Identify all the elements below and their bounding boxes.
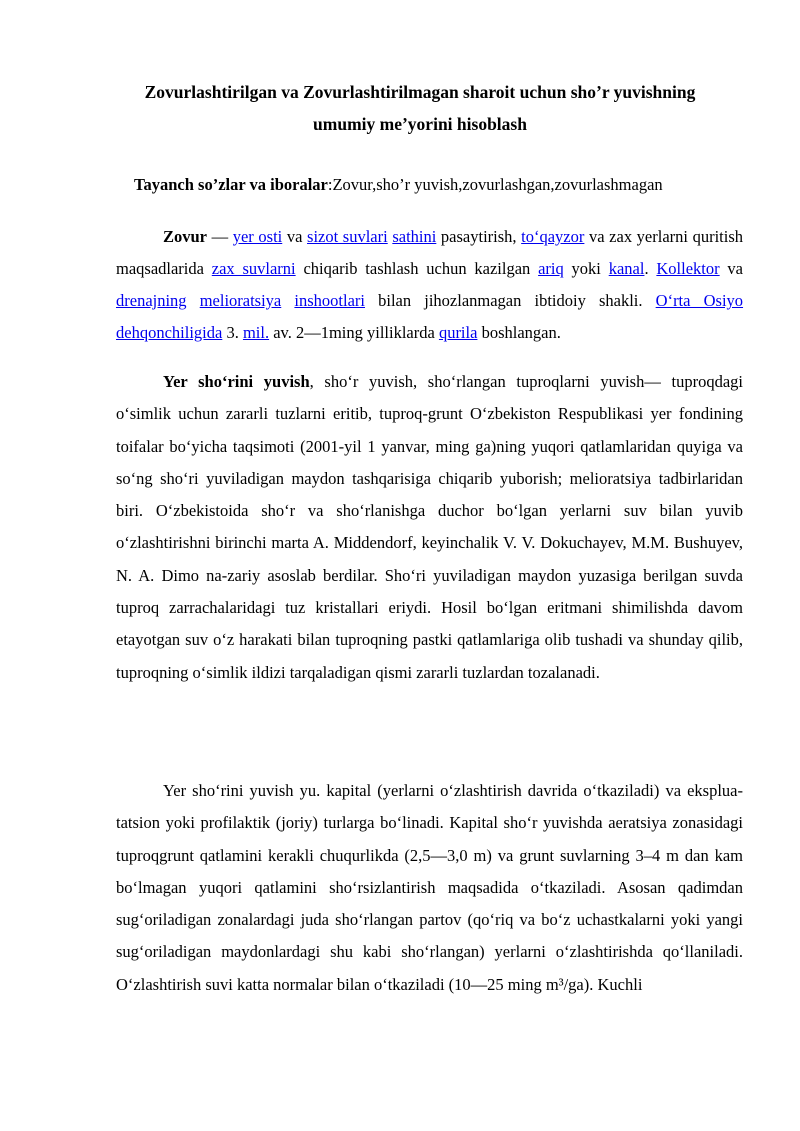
keywords-line <box>134 172 774 198</box>
link-kollektor[interactable]: Kollektor <box>656 259 720 278</box>
link-ariq[interactable]: ariq <box>538 259 564 278</box>
paragraph-yuvish-turlari <box>116 775 743 1001</box>
link-toqayzor[interactable]: toʻqayzor <box>521 227 585 246</box>
link-zax-suvlarni[interactable]: zax suvlarni <box>211 259 296 278</box>
keywords-label: Tayanch so’zlar va iboralar <box>134 175 328 194</box>
link-sathini[interactable]: sathini <box>392 227 437 246</box>
link-inshootlari[interactable]: inshootlari <box>294 291 365 310</box>
title-line-2: umumiy me’yorini hisoblash <box>313 114 527 134</box>
keywords-text: :Zovur,sho’r yuvish,zovurlashgan,zovurlashmagan <box>327 175 663 194</box>
link-qurila[interactable]: qurila <box>438 323 478 342</box>
link-dehqonchiligida[interactable]: dehqonchiligida <box>116 323 223 342</box>
term-zovur: Zovur <box>163 227 208 246</box>
paragraph-yer-shorini-yuvish <box>116 366 743 689</box>
link-orta-osiyo[interactable]: Oʻrta Osiyo <box>655 291 744 310</box>
link-melioratsiya[interactable]: melioratsiya <box>199 291 282 310</box>
document-title <box>100 76 740 140</box>
link-kanal[interactable]: kanal <box>608 259 645 278</box>
paragraph-3-text: Yer shoʻrini yuvish yu. kapital (yerlarni oʻzlashtirish davrida oʻtkaziladi) va eksplua-tatsion yoki profilaktik (joriy) turlarga boʻlinadi. Kapital shoʻr yuvishda aeratsiya zonasidagi tuproqgrunt qatlamini kerakli chuqurlikda (2,5—3,0 m) va grunt suvlarning 3–4 m dan kam boʻlmagan yuqori qatlamini shoʻrsizlantirish maqsadida oʻtkaziladi. Asosan qadimdan sugʻoriladigan zonalardagi juda shoʻrlangan partov (qoʻriq va boʻz uchastkalarni yoki yangi sugʻoriladigan maydonlardagi shu kabi shoʻrlangan) yerlarni oʻzlashtirishda qoʻllaniladi. Oʻzlashtirish suvi katta normalar bilan oʻtkaziladi (10—25 ming m³/ga). Kuchli <box>116 781 743 994</box>
link-yer-osti[interactable]: yer osti <box>232 227 283 246</box>
paragraph-2-text: , shoʻr yuvish, shoʻrlangan tuproqlarni yuvish— tuproqdagi oʻsimlik uchun zararli tuzlarni eritib, tuproq-grunt Oʻzbekiston Respublikasi yer fondining toifalar boʻyicha taqsimoti (2001-yil 1 yanvar, ming ga)ning yuqori qatlamlaridan quyiga va soʻng shoʻri yuviladigan maydon tashqarisiga chiqarib yuborish; melioratsiya tadbirlaridan biri. Oʻzbekistoida shoʻr va shoʻrlanishga duchor boʻlgan yerlarni suv bilan yuvib oʻzlashtirishni birinchi marta A. Middendorf, keyinchalik V. V. Dokuchayev, M.M. Bushuyev, N. A. Dimo na-zariy asoslab berdilar. Shoʻri yuviladigan maydon yuzasiga berilgan suvda tuproq zarrachalaridagi tuz kristallari eriydi. Hosil boʻlgan eritmani shimilishda davom etayotgan suv oʻz harakati bilan tuproqning pastki qatlamlariga olib tushadi va shunday qilib, tuproqning oʻsimlik ildizi tarqaladigan qismi zararli tuzlardan tozalanadi. <box>116 372 743 682</box>
title-line-1: Zovurlashtirilgan va Zovurlashtirilmagan sharoit uchun sho’r yuvishning <box>144 82 696 102</box>
paragraph-zovur: Zovur — yer osti va sizot suvlari sathini pasaytirish, toʻqayzor va zax yerlarni quritish maqsadlarida zax suvlarni chiqarib tashlash uchun kazilgan ariq yoki kanal. Kollektor va drenajning melioratsiya inshootlari bilan jihozlanmagan ibtidoiy shakli. Oʻrta Osiyo dehqonchiligida 3. mil. av. 2—1ming yilliklarda qurila boshlangan. <box>116 227 744 342</box>
term-yer-shorini-yuvish: Yer shoʻrini yuvish <box>163 372 310 391</box>
link-drenajning[interactable]: drenajning <box>116 291 187 310</box>
link-mil[interactable]: mil. <box>242 323 270 342</box>
link-sizot-suvlari[interactable]: sizot suvlari <box>307 227 388 246</box>
